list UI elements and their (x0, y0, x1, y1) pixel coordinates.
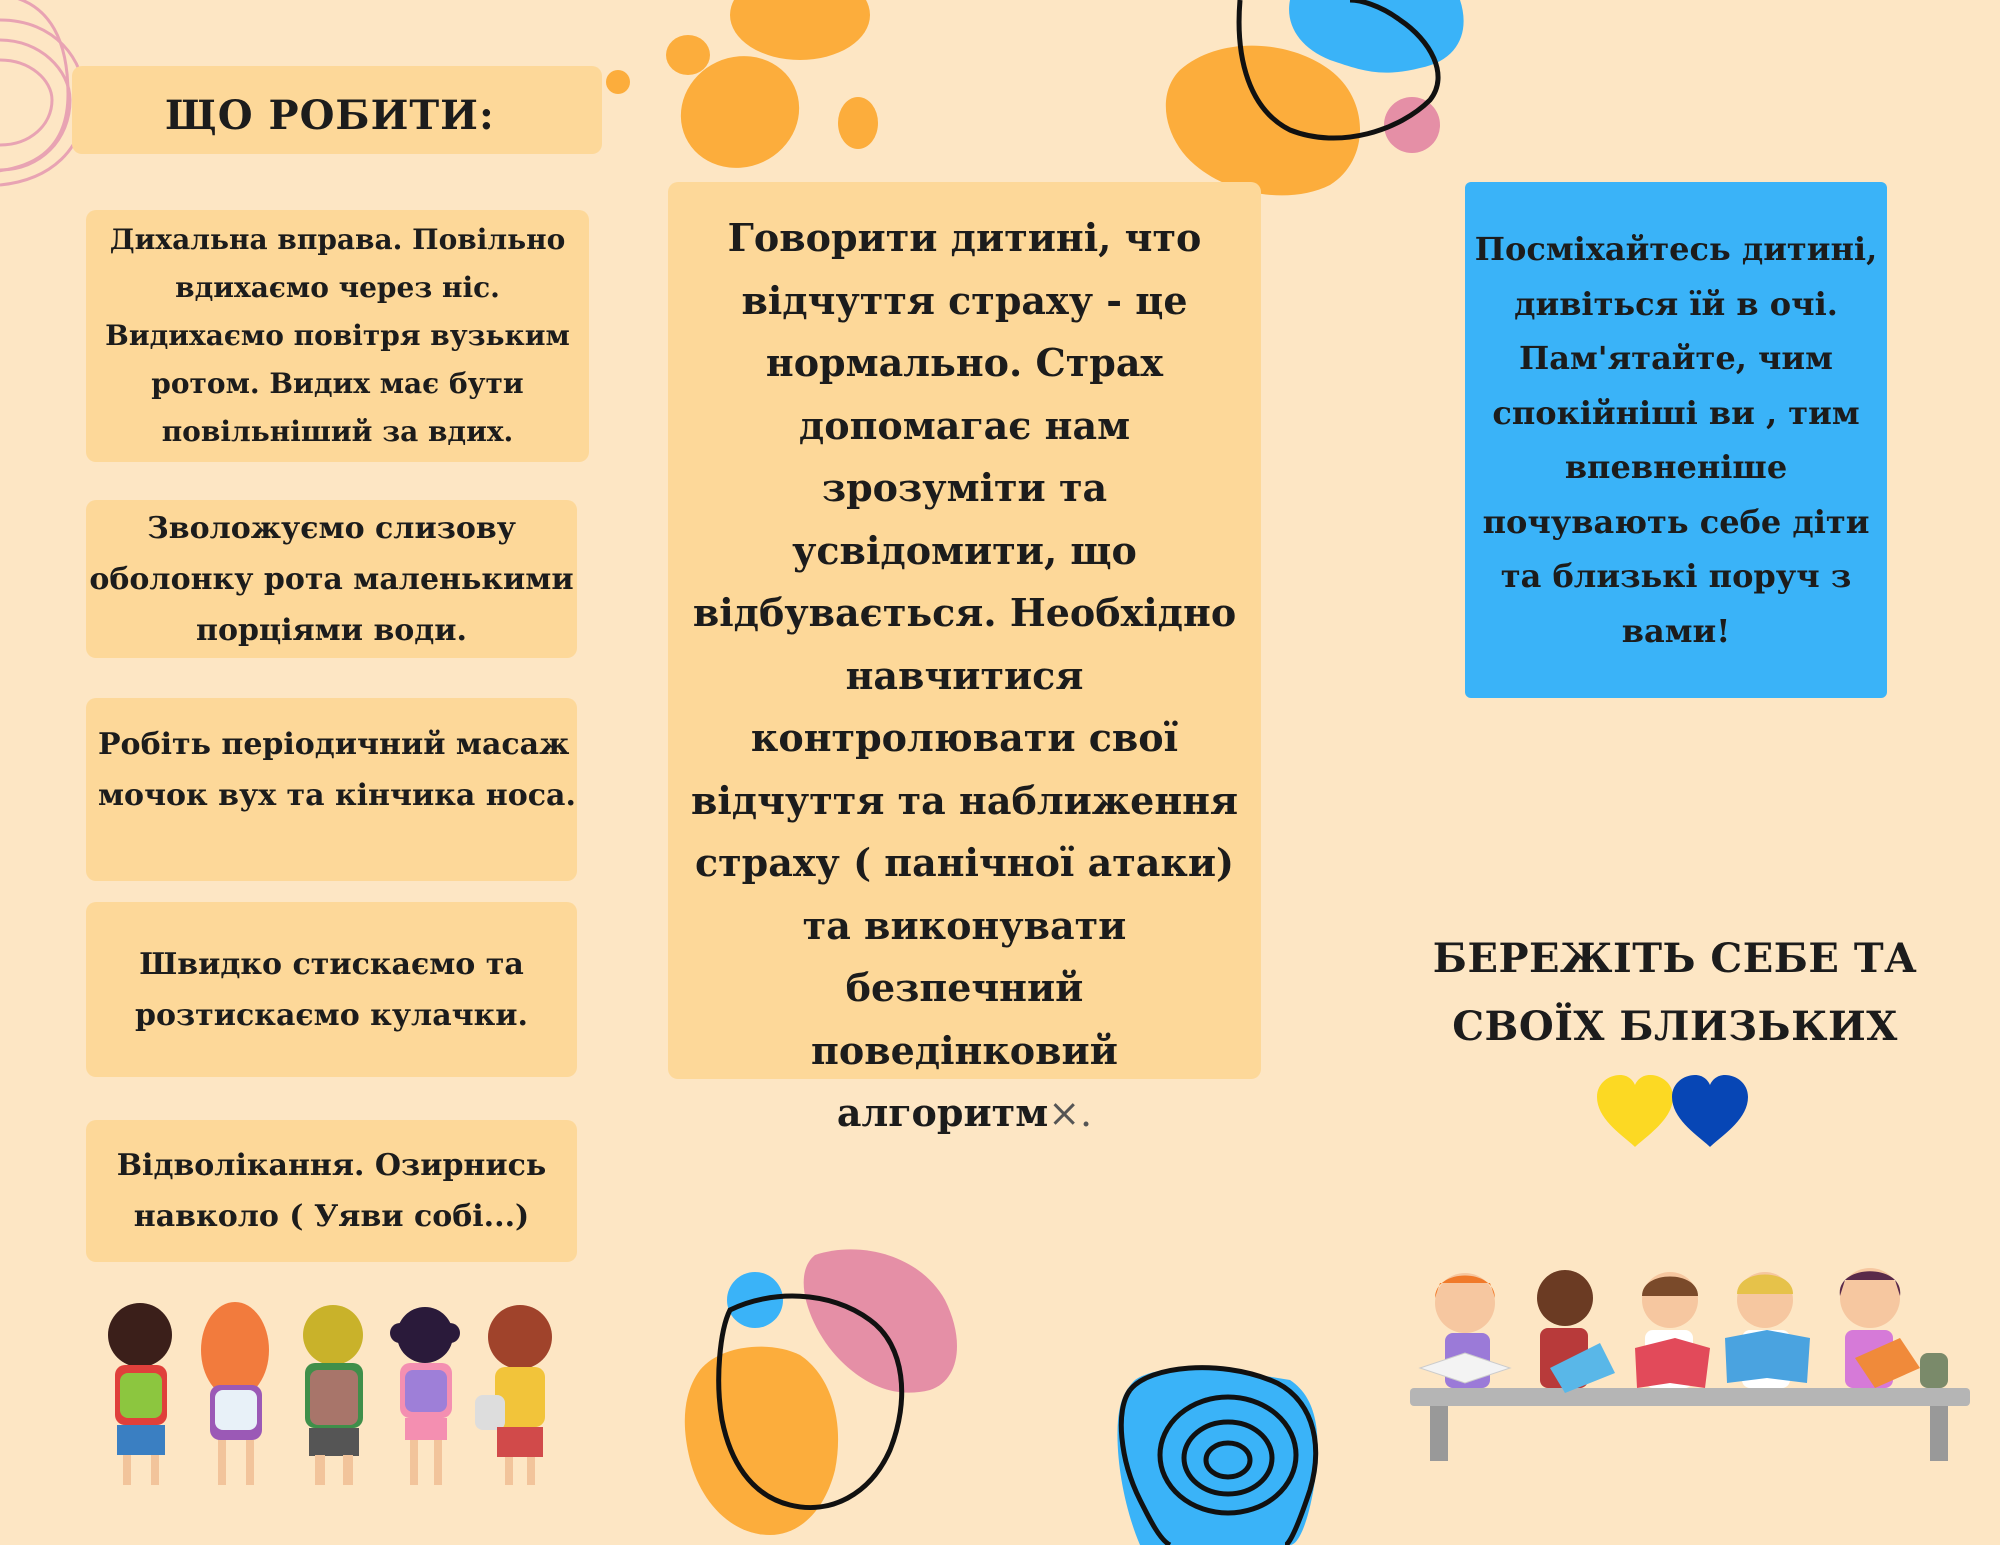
page-title: ЩО РОБИТИ: (165, 92, 495, 139)
children-with-backpacks-illustration (95, 1295, 565, 1495)
tip-card-distraction (86, 1120, 577, 1262)
tip-text: Дихальна вправа. Повільно вдихаємо через ніс. Видихаємо повітря вузьким ротом. Видих має бути повільніший за вдих. (105, 223, 570, 448)
tip-text: Зволожуємо слизову оболонку рота маленькими порціями води. (89, 510, 574, 648)
tip-text: Робіть періодичний масаж мочок вух та кінчика носа. (98, 726, 576, 813)
hearts (1595, 1075, 1760, 1150)
yellow-heart-icon (1597, 1075, 1673, 1147)
tip-text: Швидко стискаємо та розтискаємо кулачки. (135, 946, 528, 1033)
blue-heart-icon (1672, 1075, 1748, 1147)
tip-card-fists (86, 902, 577, 1077)
tip-card-breathing (86, 210, 589, 462)
tip-text: Відволікання. Озирнись навколо ( Уяви собі...) (116, 1148, 547, 1234)
children-reading-on-bench-illustration (1405, 1258, 1975, 1468)
tip-card-massage (86, 698, 577, 881)
tip-card-water (86, 500, 577, 658)
main-advice-text: Говорити дитині, что відчуття страху - це нормально. Страх допомагає нам зрозуміти та усвідомити, що відбувається. Необхідно навчитися контролювати свої відчуття та наближення страху ( панічної атаки) та виконувати безпечний поведінковий алгоритм×. (690, 215, 1239, 1135)
x-symbol: ×. (1048, 1091, 1093, 1135)
main-advice-card (668, 182, 1261, 1135)
smile-advice-text: Посміхайтесь дитині, дивіться їй в очі. Пам'ятайте, чим спокійніші ви , тим впевненіше почувають себе діти та близькі поруч з вами! (1474, 230, 1878, 650)
closing-message: БЕРЕЖІТЬ СЕБЕ ТА СВОЇХ БЛИЗЬКИХ (1432, 935, 1918, 1050)
smile-advice-box (1465, 182, 1887, 698)
